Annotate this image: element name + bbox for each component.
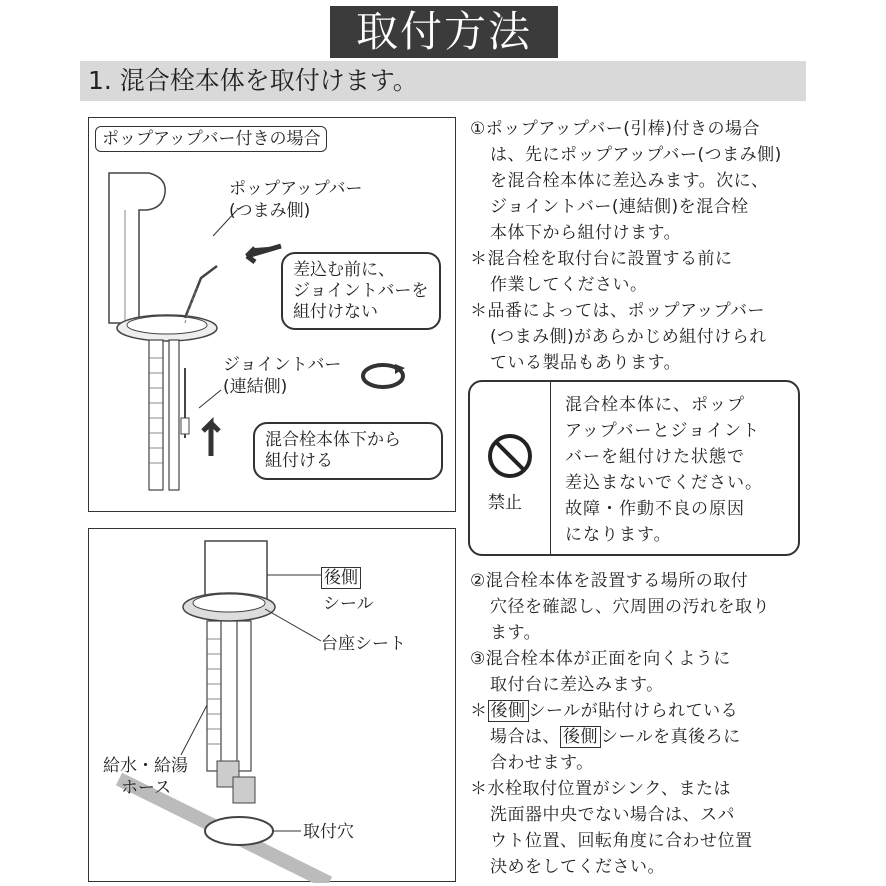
callout-do-not-assemble: 差込む前に、 ジョイントバーを 組付けない: [281, 252, 441, 330]
label-hoses: 給水・給湯 ホース: [103, 756, 188, 798]
page-title: 取付方法: [330, 6, 558, 58]
prohibited-icon: [470, 382, 550, 558]
note-before-install: ＊混合栓を取付台に設置する前に: [470, 249, 733, 269]
instruction-steps-2-3: ②混合栓本体を設置する場所の取付 穴径を確認し、穴周囲の汚れを取り ます。 ③混合栓本体が正面を向くように 取付台に差込みます。 ＊ 後側 シールが貼付けられている 場合は、 後側 シールを真後ろに 合わせます。 ＊水栓取付位置がシンク、または 洗面器中央でない場合は、スパ ウト位置、回転角度に合わせ位置 決めをしてください。: [470, 568, 810, 880]
label-base-sheet: 台座シート: [321, 634, 406, 654]
instruction-step1: ①ポップアップバー(引棒)付きの場合 は、先にポップアップバー(つまみ側) を混合栓本体に差込みます。次に、 ジョイントバー(連結側)を混合栓 本体下から組付けます。 ＊混合栓を取付台に設置する前に 作業してください。 ＊品番によっては、ポップアップバー (つまみ側)があらかじめ組付けられ ている製品もあります。: [470, 116, 810, 376]
prohibited-label: 禁止: [488, 493, 522, 513]
illustration-installation: [88, 528, 456, 882]
label-popup-bar: ポップアップバー (つまみ側): [229, 179, 363, 221]
instruction-step2: ②混合栓本体を設置する場所の取付: [470, 571, 749, 591]
illustration-popup-bar: [88, 117, 456, 512]
label-mount-hole: 取付穴: [303, 822, 354, 842]
warning-text: 混合栓本体に、ポップ アップバーとジョイント バーを組付けた状態で 差込まないでください。 故障・作動不良の原因 になります。: [565, 395, 763, 545]
label-rear: 後側: [321, 567, 361, 589]
note-preassembled: ＊品番によっては、ポップアップバー: [470, 301, 765, 321]
faucet-illustration-2: [89, 529, 457, 883]
label-joint-bar: ジョイントバー (連結側): [223, 355, 342, 397]
label-seal: シール: [323, 594, 374, 614]
instruction-step3: ③混合栓本体が正面を向くように: [470, 649, 731, 669]
note-offcenter: ＊水栓取付位置がシンク、または: [470, 779, 732, 799]
section-heading: 1. 混合栓本体を取付けます。: [80, 61, 806, 101]
callout-assemble-from-below: 混合栓本体下から 組付ける: [253, 422, 443, 480]
case-tag: ポップアップバー付きの場合: [95, 126, 327, 152]
note-rear-seal: ＊ 後側 シールが貼付けられている: [470, 701, 739, 721]
prohibition-warning: [468, 380, 800, 556]
